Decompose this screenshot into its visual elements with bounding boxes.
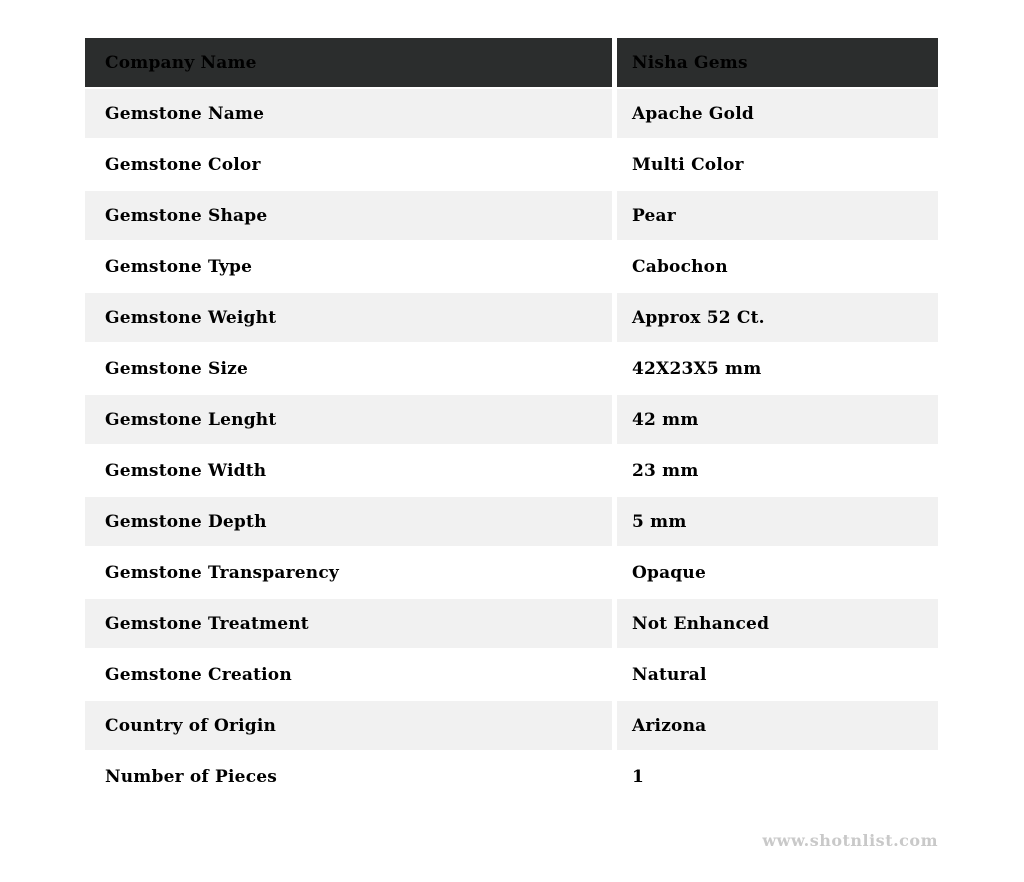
table-row bbox=[85, 446, 938, 497]
row-value: Not Enhanced bbox=[617, 599, 938, 648]
row-value: Arizona bbox=[617, 701, 938, 750]
table-row bbox=[85, 752, 938, 803]
row-label: Gemstone Shape bbox=[85, 191, 612, 240]
row-value: 5 mm bbox=[617, 497, 938, 546]
table-row bbox=[85, 140, 938, 191]
header-value-cell: Nisha Gems bbox=[617, 38, 938, 87]
gemstone-spec-table bbox=[85, 38, 938, 803]
header-label-cell: Company Name bbox=[85, 38, 612, 87]
table-row bbox=[85, 650, 938, 701]
row-label: Gemstone Lenght bbox=[85, 395, 612, 444]
row-value: Opaque bbox=[617, 548, 938, 597]
row-value: Apache Gold bbox=[617, 89, 938, 138]
row-label: Gemstone Size bbox=[85, 344, 612, 393]
table-row bbox=[85, 293, 938, 344]
row-label: Gemstone Type bbox=[85, 242, 612, 291]
table-row bbox=[85, 599, 938, 650]
row-value: 42X23X5 mm bbox=[617, 344, 938, 393]
row-label: Gemstone Weight bbox=[85, 293, 612, 342]
table-row bbox=[85, 89, 938, 140]
table-row bbox=[85, 497, 938, 548]
row-label: Gemstone Creation bbox=[85, 650, 612, 699]
table-row bbox=[85, 701, 938, 752]
row-value: 1 bbox=[617, 752, 938, 801]
table-row bbox=[85, 548, 938, 599]
row-value: Cabochon bbox=[617, 242, 938, 291]
row-label: Gemstone Transparency bbox=[85, 548, 612, 597]
table-row bbox=[85, 395, 938, 446]
row-label: Country of Origin bbox=[85, 701, 612, 750]
row-label: Gemstone Depth bbox=[85, 497, 612, 546]
table-row bbox=[85, 242, 938, 293]
row-label: Gemstone Treatment bbox=[85, 599, 612, 648]
row-value: Approx 52 Ct. bbox=[617, 293, 938, 342]
row-label: Number of Pieces bbox=[85, 752, 612, 801]
row-value: Multi Color bbox=[617, 140, 938, 189]
row-label: Gemstone Width bbox=[85, 446, 612, 495]
table-row bbox=[85, 191, 938, 242]
table-header-row bbox=[85, 38, 938, 89]
row-value: Natural bbox=[617, 650, 938, 699]
table-row bbox=[85, 344, 938, 395]
watermark-text: www.shotnlist.com bbox=[762, 831, 938, 850]
row-label: Gemstone Color bbox=[85, 140, 612, 189]
row-label: Gemstone Name bbox=[85, 89, 612, 138]
row-value: 42 mm bbox=[617, 395, 938, 444]
row-value: 23 mm bbox=[617, 446, 938, 495]
row-value: Pear bbox=[617, 191, 938, 240]
